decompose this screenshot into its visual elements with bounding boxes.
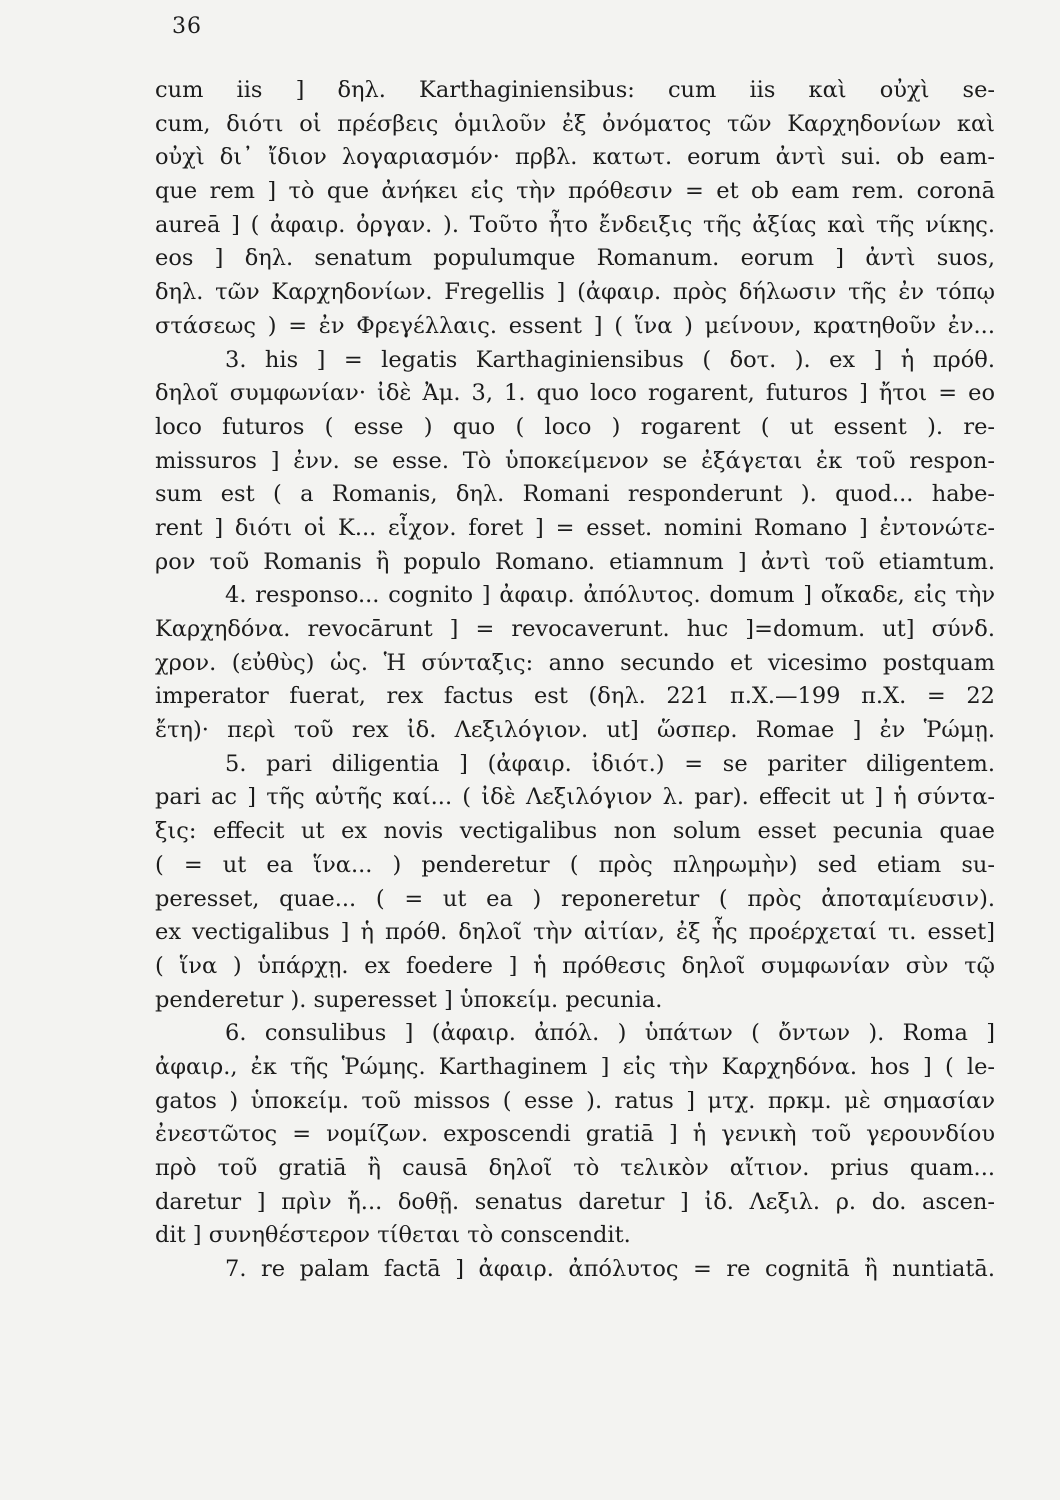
page-number: 36 <box>172 14 202 39</box>
text-line: rent ] διότι οἱ K... εἶχον. foret ] = esset. nomini Romano ] ἐντονώτε- <box>155 514 995 541</box>
text-line: 5. pari diligentia ] (ἀφαιρ. ἰδιότ.) = se pariter diligentem. <box>225 750 995 777</box>
text-line: 6. consulibus ] (ἀφαιρ. ἀπόλ. ) ὑπάτων ( ὄντων ). Roma ] <box>225 1020 995 1047</box>
text-line: cum, διότι οἱ πρέσβεις ὁμιλοῦν ἐξ ὀνόματος τῶν Καρχηδονίων καὶ <box>155 110 995 137</box>
text-line: aureā ] ( ἀφαιρ. ὀργαν. ). Τοῦτο ἦτο ἔνδειξις τῆς ἀξίας καὶ τῆς νίκης. <box>155 211 995 238</box>
text-line: cum iis ] δηλ. Karthaginiensibus: cum iis καὶ οὐχὶ se- <box>155 77 995 103</box>
text-line: 3. his ] = legatis Karthaginiensibus ( δοτ. ). ex ] ἡ πρόθ. <box>225 346 995 373</box>
text-line: ἀφαιρ., ἐκ τῆς Ῥώμης. Karthaginem ] εἰς τὴν Καρχηδόνα. hos ] ( le- <box>155 1053 995 1080</box>
text-line: ἔτη)· περὶ τοῦ rex ἰδ. Λεξιλόγιον. ut] ὥσπερ. Romae ] ἐν Ῥώμῃ. <box>155 717 995 744</box>
text-line: χρον. (εὐθὺς) ὡς. Ἡ σύνταξις: anno secundo et vicesimo postquam <box>155 649 995 676</box>
text-line: loco futuros ( esse ) quo ( loco ) rogarent ( ut essent ). re- <box>155 413 995 440</box>
text-line: ( = ut ea ἵνα... ) penderetur ( πρὸς πληρωμὴν) sed etiam su- <box>155 851 995 878</box>
text-line: missuros ] ἐνν. se esse. Τὸ ὑποκείμενον se ἐξάγεται ἐκ τοῦ respon- <box>155 447 995 474</box>
text-line: pari ac ] τῆς αὐτῆς καί... ( ἰδὲ Λεξιλόγιον λ. par). effecit ut ] ἡ σύντα- <box>155 784 995 811</box>
text-line: gatos ) ὑποκείμ. τοῦ missos ( esse ). ratus ] μτχ. πρκμ. μὲ σημασίαν <box>155 1087 995 1114</box>
text-line: πρὸ τοῦ gratiā ἢ causā δηλοῖ τὸ τελικὸν αἴτιον. prius quam... <box>155 1155 995 1181</box>
text-line: ex vectigalibus ] ἡ πρόθ. δηλοῖ τὴν αἰτίαν, ἐξ ἧς προέρχεταί τι. esset] <box>155 919 995 946</box>
text-line: δηλ. τῶν Καρχηδονίων. Fregellis ] (ἀφαιρ. πρὸς δήλωσιν τῆς ἐν τόπῳ <box>155 279 995 306</box>
text-line: imperator fuerat, rex factus est (δηλ. 221 π.Χ.—199 π.Χ. = 22 <box>155 683 995 710</box>
text-line: sum est ( a Romanis, δηλ. Romani responderunt ). quod... habe- <box>155 481 995 508</box>
text-line: 4. responso... cognito ] ἀφαιρ. ἀπόλυτος. domum ] οἴκαδε, εἰς τὴν <box>225 582 995 609</box>
text-line: dit ] συνηθέστερον τίθεται τὸ conscendit. <box>155 1222 631 1249</box>
text-line: 7. re palam factā ] ἀφαιρ. ἀπόλυτος = re cognitā ἢ nuntiatā. <box>225 1256 995 1283</box>
text-line: que rem ] τὸ que ἀνήκει εἰς τὴν πρόθεσιν = et ob eam rem. coronā <box>155 178 995 205</box>
text-line: penderetur ). superesset ] ὑποκείμ. pecunia. <box>155 986 663 1013</box>
text-line: eos ] δηλ. senatum populumque Romanum. eorum ] ἀντὶ suos, <box>155 245 995 272</box>
text-line: δηλοῖ συμφωνίαν· ἰδὲ Ἀμ. 3, 1. quo loco rogarent, futuros ] ἤτοι = eo <box>155 380 995 407</box>
text-line: στάσεως ) = ἐν Φρεγέλλαις. essent ] ( ἵνα ) μείνουν, κρατηθοῦν ἐν... <box>155 312 995 339</box>
text-line: peresset, quae... ( = ut ea ) reponeretur ( πρὸς ἀποταμίευσιν). <box>155 885 995 912</box>
text-line: Καρχηδόνα. revocārunt ] = revocaverunt. huc ]=domum. ut] σύνδ. <box>155 616 995 642</box>
commentary-text <box>155 74 995 1287</box>
text-line: οὐχὶ δι᾽ ἴδιον λογαριασμόν· πρβλ. κατωτ. eorum ἀντὶ sui. ob eam- <box>155 144 995 171</box>
text-line: ρον τοῦ Romanis ἢ populo Romano. etiamnum ] ἀντὶ τοῦ etiamtum. <box>155 548 995 575</box>
text-line: daretur ] πρὶν ἤ... δοθῇ. senatus daretur ] ἰδ. Λεξιλ. ρ. do. ascen- <box>155 1188 995 1215</box>
text-line: ἐνεστῶτος = νομίζων. exposcendi gratiā ] ἡ γενικὴ τοῦ γερουνδίου <box>155 1121 995 1148</box>
text-line: ξις: effecit ut ex novis vectigalibus non solum esset pecunia quae <box>155 818 995 845</box>
text-line: ( ἵνα ) ὑπάρχῃ. ex foedere ] ἡ πρόθεσις δηλοῖ συμφωνίαν σὺν τῷ <box>155 952 995 979</box>
